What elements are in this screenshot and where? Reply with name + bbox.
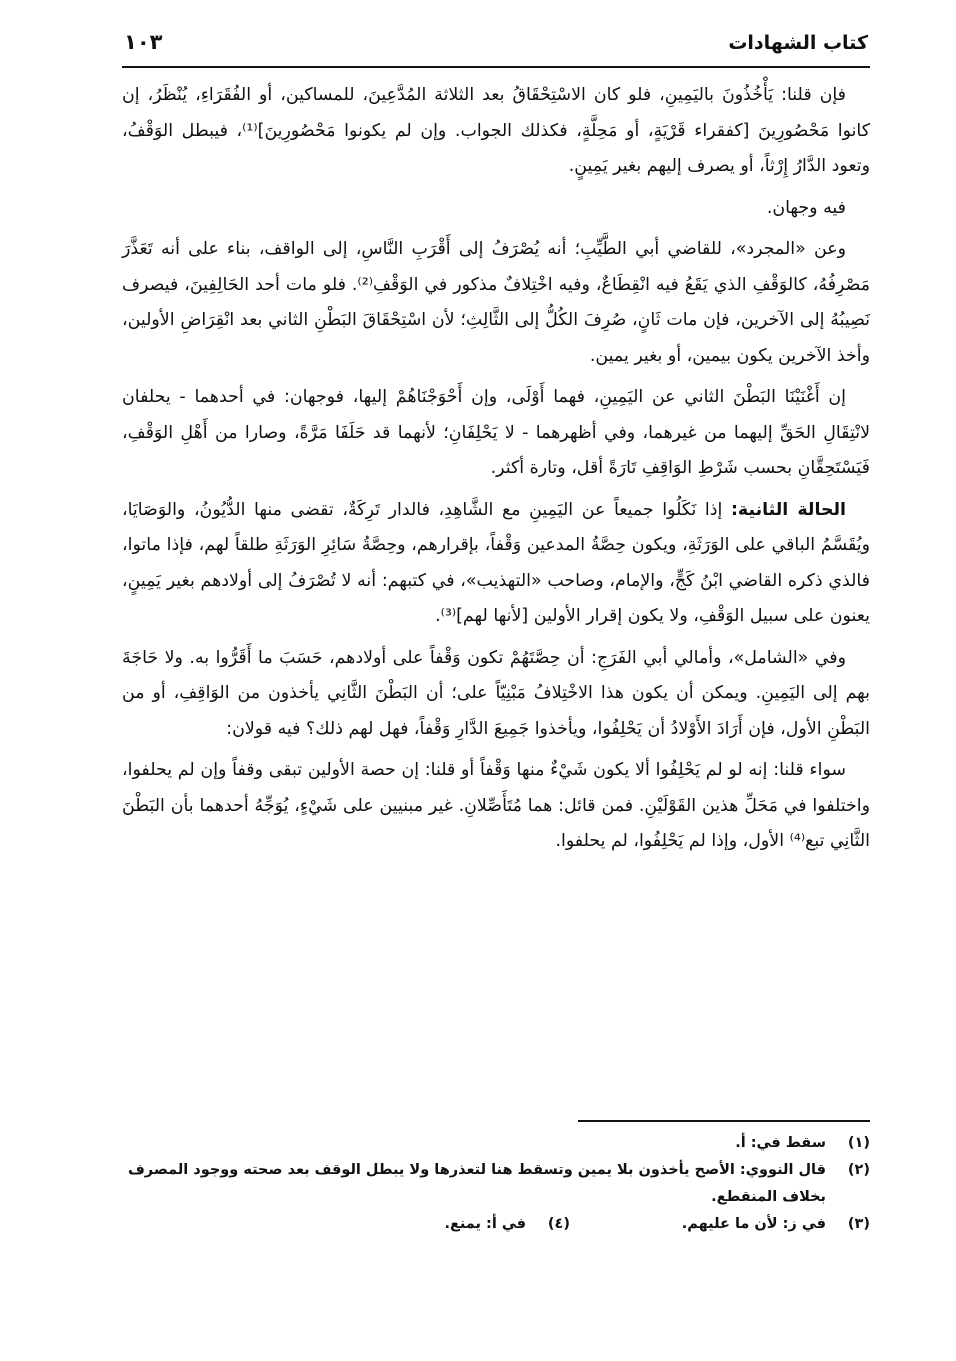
page [122,30,870,866]
paragraph-4 [122,380,870,487]
footnote-number: (١) [847,1135,870,1151]
footnote-4 [270,1211,570,1238]
footnote-text: قال النووي: الأصح يأخذون بلا يمين وتسقط هنا لتعذرها ولا يبطل الوقف بعد صحته ووجود المصرف بخلاف المنقطع. [127,1162,826,1205]
footnote-number: (٤) [547,1216,570,1232]
paragraph-text: إذا نَكَلُوا جميعاً عن اليَمِينِ مع الشَّاهِدِ، فالدار تَرِكَةٌ، تقضى منها الدُّيُونُ، والوَصَايَا، ويُقَسَّمُ الباقي على الوَرَثَةِ، ويكون حِصَّةُ المدعين وَقْفاً، بإقرارهم، وحِصَّةُ سَائِرِ الوَرَثَةِ طلقاً لهم، فإذا ماتوا، فالذي ذكره القاضي ابْنُ كَجٍّ، والإمام، وصاحب «التهذيب»، في كتبهم: أنه لا تُصْرَفُ إلى أولادهم بغير يَمِينٍ، يعنون على سبيل الوَقْفِ، ولا يكون إقرار الأولين [لأنها لهم]⁽³⁾. [122,499,870,626]
footnotes [122,1130,870,1238]
paragraph-text: فيه وجهان. [766,197,846,218]
running-title: كتاب الشهادات [728,32,868,54]
page-header [122,30,870,68]
footnote-text: في أ: يمنع. [444,1216,526,1232]
paragraph-lead: الحالة الثانية: [730,499,846,520]
paragraph-1 [122,78,870,185]
page-number: ١٠٣ [124,30,163,54]
body-text [122,78,870,860]
footnote-3 [570,1211,870,1238]
paragraph-text: إن أَغْنَيْنَا البَطْنَ الثاني عن اليَمِينِ، فهما أَوْلَى، وإن أَحْوَجْنَاهُمْ إليها، فوجهان: في أحدهما - يحلفان لانْتِقَالِ الحَقِّ إليهما من غيرهما، وفي أظهرهما - لا يَحْلِفَانِ؛ لأنهما قد حَلَفَا مَرَّةً، وصارا من أَهْلِ الوَقْفِ، فَيَسْتَحِقَّانِ بحسب شَرْطِ الوَاقِفِ تَارَةً أقل، وتارة أكثر. [122,387,870,478]
paragraph-2 [122,191,870,227]
paragraph-text: وعن «المجرد»، للقاضي أبي الطَّيِّبِ؛ أنه يُصْرَفُ إلى أَقْرَبِ النَّاسِ، إلى الواقف، بناء على أنه تَعَذَّرَ مَصْرِفُهُ، كالوَقْفِ الذي يَقَعُ فيه انْقِطَاعٌ، وفيه اخْتِلافٌ مذكور في الوَقْفِ⁽²⁾. فلو مات أحد الحَالِفِينَ، فيصرف نَصِيبُهُ إلى الآخرين، فإن مات ثَانٍ، صُرِفَ الكُلُّ إلى الثَّالِثِ؛ لأن اسْتِحْقَاقَ البَطْنِ الثاني بعد انْقِرَاضِ الأولين، وأخذ الآخرين يكون بيمين، أو بغير يمين. [122,239,871,366]
footnote-2 [122,1157,870,1211]
footnote-text: سقط في: أ. [735,1135,826,1151]
paragraph-3 [122,232,870,374]
paragraph-text: سواء قلنا: إنه لو لم يَحْلِفُوا ألا يكون شَيْءٌ منها وَقْفاً أو قلنا: إن حصة الأولين تبقى وقفاً وإن لم يحلفوا، واختلفوا في مَحَلِّ هذين القَوْلَيْنِ. فمن قائل: هما مُتَأَصِّلانِ. غير مبنيين على شَيْءٍ، يُوَجِّهُ أحدهما بأن البَطْنَ الثَّانِي تبع⁽⁴⁾ الأول، وإذا لم يَحْلِفُوا، لم يحلفوا. [122,760,870,851]
footnote-1 [122,1130,870,1157]
paragraph-text: فإن قلنا: يَأْخُذُونَ باليَمِينِ، فلو كان الاسْتِحْقَاقُ بعد الثلاثة المُدَّعِينَ، للمساكين، أو الفُقَرَاءِ، يُنْظَرُ، إن كانوا مَحْصُورِينَ [كفقراء قَرْيَةٍ، أو مَحِلَّةٍ، فكذلك الجواب. وإن لم يكونوا مَحْصُورِينَ]⁽¹⁾، فيبطل الوَقْفُ، وتعود الدَّارُ إِرْثاً، أو يصرف إليهم بغير يَمِينٍ. [122,85,870,176]
paragraph-5 [122,493,870,635]
footnote-row-3-4 [122,1211,870,1238]
paragraph-6 [122,641,870,748]
paragraph-text: وفي «الشامل»، وأمالي أبي الفَرَجِ: أن حِصَّتَهُمْ تكون وَقْفاً على أولادهم، حَسَبَ ما أَقَرُّوا به. ولا حَاجَةَ بهم إلى اليَمِينِ. ويمكن أن يكون هذا الاخْتِلافُ مَبْنِيّاً على؛ أن البَطْنَ الثَّانِي يأخذون من الوَاقِفِ، أو من البَطْنِ الأول، فإن أَرَادَ الأَوْلادُ أن يَحْلِفُوا، ويأخذوا جَمِيعَ الدَّارِ وَقْفاً، فهل لهم ذلك؟ فيه قولان: [122,647,870,739]
footnote-number: (٣) [847,1216,870,1232]
paragraph-7 [122,753,870,860]
footnote-number: (٢) [847,1162,870,1178]
footnote-text: في ز: لأن ما عليهم. [681,1216,826,1232]
footnote-divider [578,1120,870,1122]
